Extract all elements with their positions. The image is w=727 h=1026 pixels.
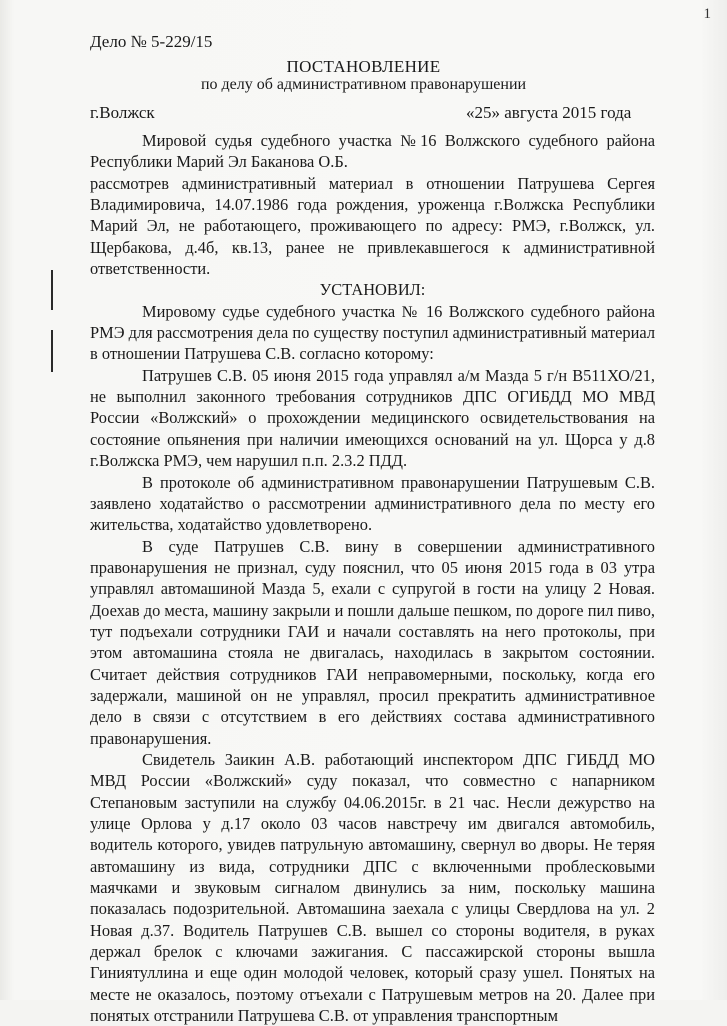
- paragraph-witness: Свидетель Заикин А.В. работающий инспектором ДПС ГИБДД МО МВД России «Волжский» суду показал, что совместно с напарником Степановым заступили на службу 04.06.2015г. в 21 час. Несли дежурство на улице Орлова у д.17 около 03 часов навстречу им двигался автомобиль, водитель которого, увидев патрульную автомашину, свернул во дворы. Не теряя автомашину из вида, сотрудники ДПС с включенными проблесковыми маячками и звуковым сигналом двинулись за ним, поскольку машина показалась подозрительной. Автомашина заехала с улицы Свердлова на ул. 2 Новая д.37. Водитель Патрушев С.В. вышел со стороны водителя, в руках держал брелок с ключами зажигания. С пассажирской стороны вышла Гиниятуллина и еще один молодой человек, который сразу ушел. Понятых на месте не оказалось, поэтому отъехали с Патрушевым метров на 20. Далее при понятых отстранили Патрушева С.В. от управления транспортным: [90, 749, 655, 1026]
- paragraph-considered: рассмотрев административный материал в отношении Патрушева Сергея Владимировича, 14.07.1986 года рождения, уроженца г.Волжска Республики Марий Эл, не работающего, проживающего по адресу: РМЭ, г.Волжск, ул. Щербакова, д.4б, кв.13, ранее не привлекавшегося к административной ответственности.: [90, 173, 655, 279]
- paragraph-received: Мировому судье судебного участка № 16 Волжского судебного района РМЭ для рассмотрения дела по существу поступил административный материал в отношении Патрушева С.В. согласно которому:: [90, 301, 655, 364]
- document-date: «25» августа 2015 года: [466, 103, 632, 122]
- paragraph-offense: Патрушев С.В. 05 июня 2015 года управлял а/м Мазда 5 г/н В511ХО/21, не выполнил законного требования сотрудников ДПС ОГИБДД МО МВД России «Волжский» о прохождении медицинского освидетельствования на состояние опьянения при наличии имеющихся оснований на ул. Щорса у д.8 г.Волжска РМЭ, чем нарушил п.п. 2.3.2 ПДД.: [90, 365, 655, 471]
- document-body: [90, 130, 655, 1026]
- margin-mark: [51, 270, 53, 310]
- paragraph-judge: Мировой судья судебного участка №16 Волжского судебного района Республики Марий Эл Баканова О.Б.: [90, 131, 655, 172]
- document-title: ПОСТАНОВЛЕНИЕ: [286, 57, 441, 76]
- page-number: 1: [703, 6, 711, 22]
- document-subtitle: по делу об административном правонарушении: [200, 76, 527, 93]
- paragraph-defendant: В суде Патрушев С.В. вину в совершении административного правонарушения не признал, суду пояснил, что 05 июня 2015 года в 03 утра управлял автомашиной Мазда 5, ехали с супругой в гости на улицу 2 Новая. Доехав до места, машину закрыли и пошли дальше пешком, по дороге пил пиво, тут подъехали сотрудники ГАИ и начали составлять на него протоколы, при этом автомашина стояла не двигалась, находилась в закрытом состоянии. Считает действия сотрудников ГАИ неправомерными, поскольку, когда его задержали, машиной он не управлял, просил прекратить административное дело в связи с отсутствием в его действиях состава административного правонарушения.: [90, 536, 655, 748]
- section-heading: УСТАНОВИЛ:: [319, 280, 426, 300]
- paragraph-motion: В протоколе об административном правонарушении Патрушевым С.В. заявлено ходатайство о рассмотрении административного дела по месту его жительства, ходатайство удовлетворено.: [90, 472, 655, 535]
- case-number: Дело № 5-229/15: [90, 32, 213, 51]
- margin-mark: [51, 330, 53, 372]
- city: г.Волжск: [90, 103, 155, 122]
